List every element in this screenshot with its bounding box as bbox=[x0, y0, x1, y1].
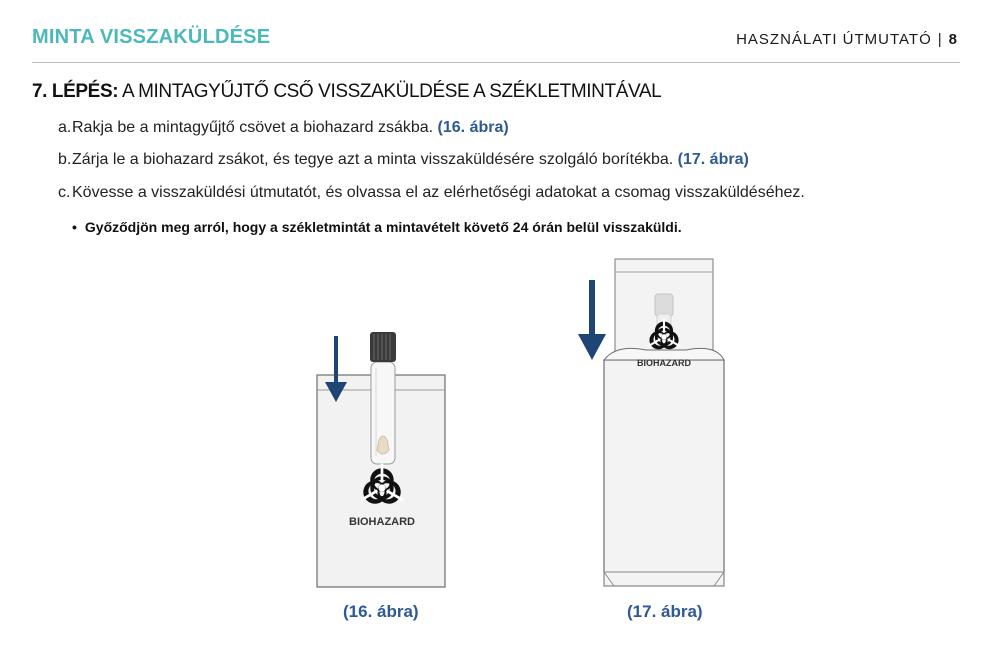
instruction-text: Rakja be a mintagyűjtő csövet a biohazard zsákba. bbox=[72, 119, 438, 136]
instruction-c bbox=[58, 184, 805, 202]
figure-17-caption: (17. ábra) bbox=[627, 602, 703, 621]
instruction-letter: b. bbox=[58, 151, 72, 168]
down-arrow-icon bbox=[578, 280, 606, 360]
instruction-letter: c. bbox=[58, 184, 71, 201]
instruction-a bbox=[58, 119, 509, 137]
bullet-icon: • bbox=[72, 219, 77, 235]
guide-label: HASZNÁLATI ÚTMUTATÓ bbox=[736, 31, 932, 48]
figure-16-caption: (16. ábra) bbox=[343, 602, 419, 621]
instruction-letter: a. bbox=[58, 119, 72, 136]
tube-cap-icon bbox=[655, 294, 673, 316]
section-title: MINTA VISSZAKÜLDÉSE bbox=[32, 26, 271, 48]
step-title bbox=[32, 81, 661, 103]
page-header-right bbox=[736, 31, 958, 48]
figure-17-illustration bbox=[576, 256, 732, 590]
instruction-text: Zárja le a biohazard zsákot, és tegye azt a minta visszaküldésére szolgáló borítékba. bbox=[72, 151, 678, 168]
header-separator: | bbox=[937, 31, 943, 48]
figure-16-illustration bbox=[316, 328, 448, 590]
note-text: Győződjön meg arról, hogy a székletmintát a mintavételt követő 24 órán belül visszaküldi. bbox=[84, 219, 682, 235]
step-heading: A MINTAGYŰJTŐ CSŐ VISSZAKÜLDÉSE A SZÉKLETMINTÁVAL bbox=[122, 81, 662, 102]
step-label: 7. LÉPÉS: bbox=[32, 81, 119, 102]
figure-reference: (16. ábra) bbox=[437, 119, 509, 136]
instruction-b bbox=[58, 151, 749, 169]
important-note bbox=[72, 219, 682, 235]
bag-label: BIOHAZARD bbox=[349, 516, 415, 528]
return-envelope bbox=[604, 360, 724, 586]
page-number: 8 bbox=[948, 31, 958, 48]
bag-label: BIOHAZARD bbox=[637, 358, 691, 368]
header-divider bbox=[32, 62, 960, 63]
figure-reference: (17. ábra) bbox=[677, 151, 749, 168]
instruction-text: Kövesse a visszaküldési útmutatót, és olvassa el az elérhetőségi adatokat a csomag visszaküldéséhez. bbox=[72, 184, 805, 201]
